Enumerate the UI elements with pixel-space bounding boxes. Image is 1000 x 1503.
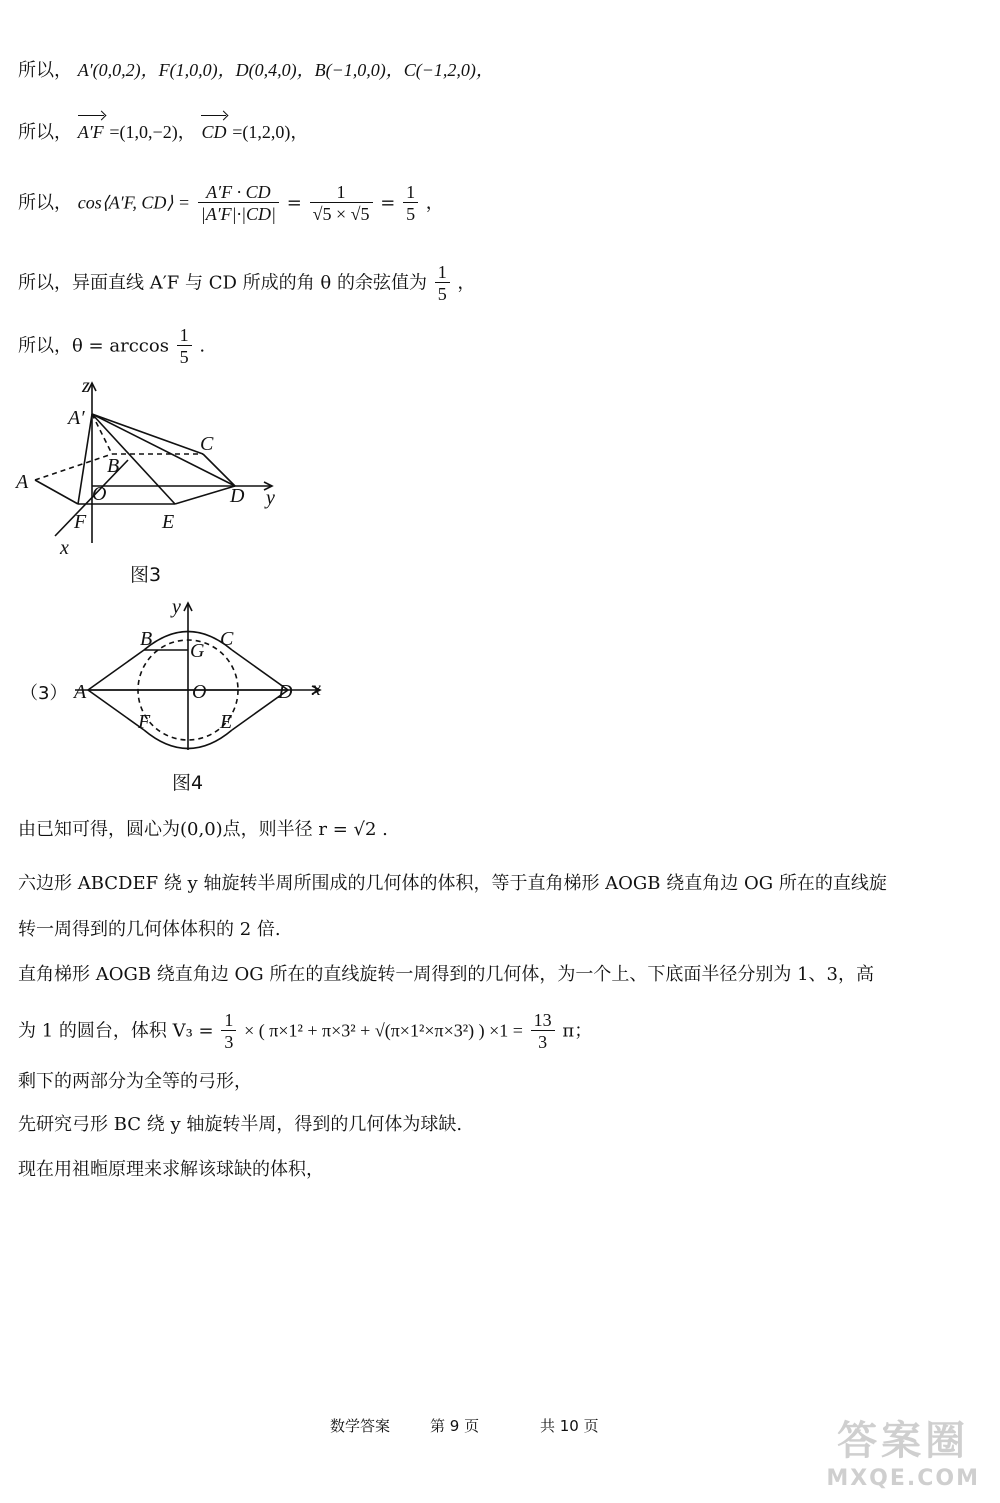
- footer-total: 共 10 页: [540, 1417, 599, 1435]
- line-end: ，: [457, 272, 476, 294]
- result-fraction: [403, 182, 418, 225]
- edge-CD: [203, 454, 235, 486]
- label-O: O: [92, 483, 107, 505]
- magnitude-product: |A′F|·|CD|: [200, 204, 277, 224]
- vector-CD: CD: [201, 114, 226, 144]
- theta-text: 所以，θ = arccos: [18, 335, 169, 357]
- paragraph-volume: [18, 1010, 592, 1053]
- volume-expression: × ( π×1² + π×3² + √(π×1²×π×3²) ) ×1 =: [244, 1020, 523, 1041]
- edge-AF: [88, 690, 144, 730]
- numerator: 1: [177, 325, 192, 346]
- paragraph-trapezoid-1: 直角梯形 AOGB 绕直角边 OG 所在的直线旋转一周得到的几何体，为一个上、下底面半径分别为 1、3，高: [18, 964, 875, 985]
- label-z: z: [82, 378, 90, 397]
- label-C: C: [200, 433, 214, 455]
- line-prefix: 所以，: [18, 60, 72, 81]
- cosine-expression: cos⟨A′F, CD⟩ =: [77, 192, 191, 213]
- angle-fraction: [435, 262, 450, 305]
- denominator: 5: [437, 284, 447, 304]
- figure-3: [10, 378, 300, 558]
- edge-AB: [35, 454, 112, 480]
- line-end: π；: [562, 1020, 593, 1042]
- equals-sign: =: [286, 192, 302, 214]
- solution-line-angle: [18, 262, 475, 305]
- line-prefix: 所以，: [18, 192, 72, 214]
- paragraph-hexagon-1: 六边形 ABCDEF 绕 y 轴旋转半周所围成的几何体的体积，等于直角梯形 AOGB 绕直角边 OG 所在的直线旋: [18, 873, 887, 894]
- line-prefix: 所以，: [18, 122, 72, 143]
- label-F: F: [138, 711, 151, 733]
- label-E: E: [220, 711, 233, 733]
- cosine-fraction: [198, 182, 279, 225]
- equals-sign: =: [380, 192, 396, 214]
- paragraph-radius: 由已知可得，圆心为(0,0)点，则半径 r = √2 .: [18, 819, 388, 840]
- numerator: 1: [310, 182, 373, 203]
- vector-AF-value: =(1,0,−2)，: [109, 122, 196, 142]
- solution-line-vectors: [18, 114, 308, 145]
- denominator: 3: [224, 1032, 234, 1052]
- label-A1: A′: [68, 407, 85, 429]
- edge-AB: [88, 650, 144, 690]
- numerator: 1: [403, 182, 418, 203]
- label-B: B: [140, 628, 153, 650]
- part-label: （3）: [20, 683, 68, 704]
- label-O: O: [192, 681, 207, 703]
- paragraph-segments: 剩下的两部分为全等的弓形，: [18, 1071, 252, 1092]
- denominator: 5: [406, 204, 416, 224]
- label-y: y: [172, 596, 181, 618]
- vector-CD-value: =(1,2,0)，: [232, 122, 309, 142]
- one-third-fraction: [221, 1010, 236, 1053]
- footer-page: 第 9 页: [430, 1417, 480, 1435]
- figure-4: [20, 595, 340, 755]
- paragraph-hexagon-2: 转一周得到的几何体体积的 2 倍.: [18, 919, 281, 940]
- numerator: 1: [221, 1010, 236, 1031]
- solution-line-cosine: [18, 182, 444, 225]
- footer-subject: 数学答案: [330, 1417, 391, 1435]
- figure-4-diagram: [20, 595, 340, 755]
- label-B: B: [107, 455, 120, 477]
- label-y: y: [266, 487, 275, 509]
- numerator: 1: [435, 262, 450, 283]
- denominator: √5 × √5: [312, 204, 370, 224]
- label-x: x: [60, 537, 69, 558]
- theta-fraction: [177, 325, 192, 368]
- watermark-top: 答案圈: [837, 1418, 970, 1464]
- angle-text: 所以，异面直线 A′F 与 CD 所成的角 θ 的余弦值为: [18, 272, 427, 294]
- denominator: 3: [538, 1032, 548, 1052]
- numerator: 13: [531, 1010, 555, 1031]
- label-C: C: [220, 628, 234, 650]
- label-D: D: [278, 681, 293, 703]
- figure-4-caption: 图4: [172, 772, 204, 794]
- figure-3-diagram: [10, 378, 300, 558]
- paragraph-bc-rotation: 先研究弓形 BC 绕 y 轴旋转半周，得到的几何体为球缺.: [18, 1114, 463, 1135]
- sqrt-fraction: [310, 182, 373, 225]
- figure-3-caption: 图3: [130, 564, 162, 586]
- label-A: A: [16, 471, 29, 493]
- volume-text: 为 1 的圆台，体积 V₃ =: [18, 1020, 214, 1042]
- result-fraction: [531, 1010, 555, 1053]
- line-end: ，: [425, 192, 444, 214]
- line-end: .: [199, 335, 206, 357]
- solution-line-points: [18, 58, 494, 83]
- denominator: 5: [179, 347, 189, 367]
- points-coordinates: A′(0,0,2)，F(1,0,0)，D(0,4,0)，B(−1,0,0)，C(−1,2,0)，: [77, 60, 494, 80]
- label-A: A: [74, 681, 87, 703]
- edge-AF: [35, 480, 78, 504]
- label-E: E: [162, 511, 175, 533]
- label-F: F: [74, 511, 87, 533]
- label-G: G: [190, 640, 205, 662]
- watermark-bottom: MXQE.COM: [826, 1466, 980, 1491]
- solution-line-theta: [18, 325, 205, 368]
- vector-AF: A′F: [78, 114, 104, 144]
- paragraph-zu-principle: 现在用祖暅原理来求解该球缺的体积，: [18, 1159, 324, 1180]
- edge-ED: [175, 486, 235, 504]
- label-D: D: [230, 485, 245, 507]
- dot-product: A′F · CD: [198, 182, 279, 203]
- label-x: x: [312, 678, 321, 700]
- watermark-logo: [826, 1409, 980, 1491]
